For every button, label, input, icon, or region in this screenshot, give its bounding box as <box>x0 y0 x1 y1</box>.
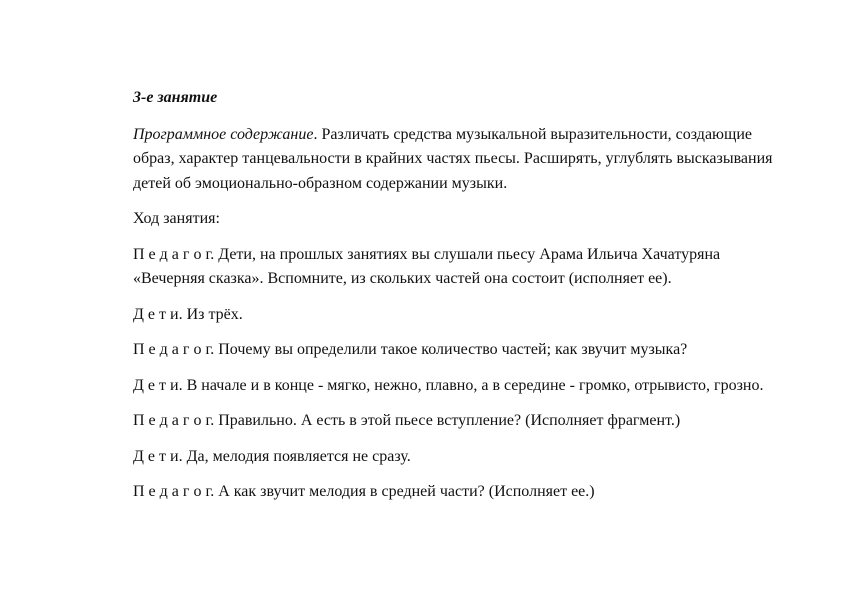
dialogue-text: Из трёх. <box>182 305 243 323</box>
dialogue-line <box>133 243 773 292</box>
dialogue-text: Дети, на прошлых занятиях вы слушали пьесу Арама Ильича Хачатуряна «Вечерняя сказка». Вспомните, из скольких частей она состоит (исполняет ее). <box>133 245 721 287</box>
dialogue-text: А как звучит мелодия в средней части? (Исполняет ее.) <box>214 483 595 500</box>
dialogue-line <box>133 338 773 363</box>
dialogue-text: В начале и в конце - мягко, нежно, плавно, а в середине - громко, отрывисто, грозно. <box>182 376 764 394</box>
speaker-label: П е д а г о г. <box>133 483 215 500</box>
program-content-label: Программное содержание <box>133 125 314 143</box>
dialogue-text: Почему вы определили такое количество частей; как звучит музыка? <box>214 341 688 358</box>
dialogue-line <box>133 445 773 470</box>
dialogue-text: Правильно. А есть в этой пьесе вступление? (Исполняет фрагмент.) <box>214 412 681 429</box>
dialogue-line <box>133 480 773 505</box>
speaker-label: Д е т и. <box>133 376 183 394</box>
speaker-label: Д е т и. <box>133 305 183 323</box>
speaker-label: Д е т и. <box>133 447 183 465</box>
speaker-label: П е д а г о г. <box>133 245 215 263</box>
dialogue-text: Да, мелодия появляется не сразу. <box>182 447 411 465</box>
dialogue-line <box>133 409 773 434</box>
program-content-text: . Различать средства музыкальной выразительности, создающие образ, характер танцевальности в крайних частях пьесы. Расширять, углублять высказывания детей об эмоционально-образном содержании музыки. <box>133 125 773 192</box>
dialogue-line <box>133 303 773 328</box>
dialogue-line <box>133 374 773 399</box>
lesson-heading: 3-е занятие <box>133 89 218 106</box>
program-content-paragraph <box>133 123 773 197</box>
speaker-label: П е д а г о г. <box>133 341 215 358</box>
speaker-label: П е д а г о г. <box>133 412 215 429</box>
document-body <box>133 86 773 516</box>
lesson-progress-label: Ход занятия: <box>133 210 220 227</box>
